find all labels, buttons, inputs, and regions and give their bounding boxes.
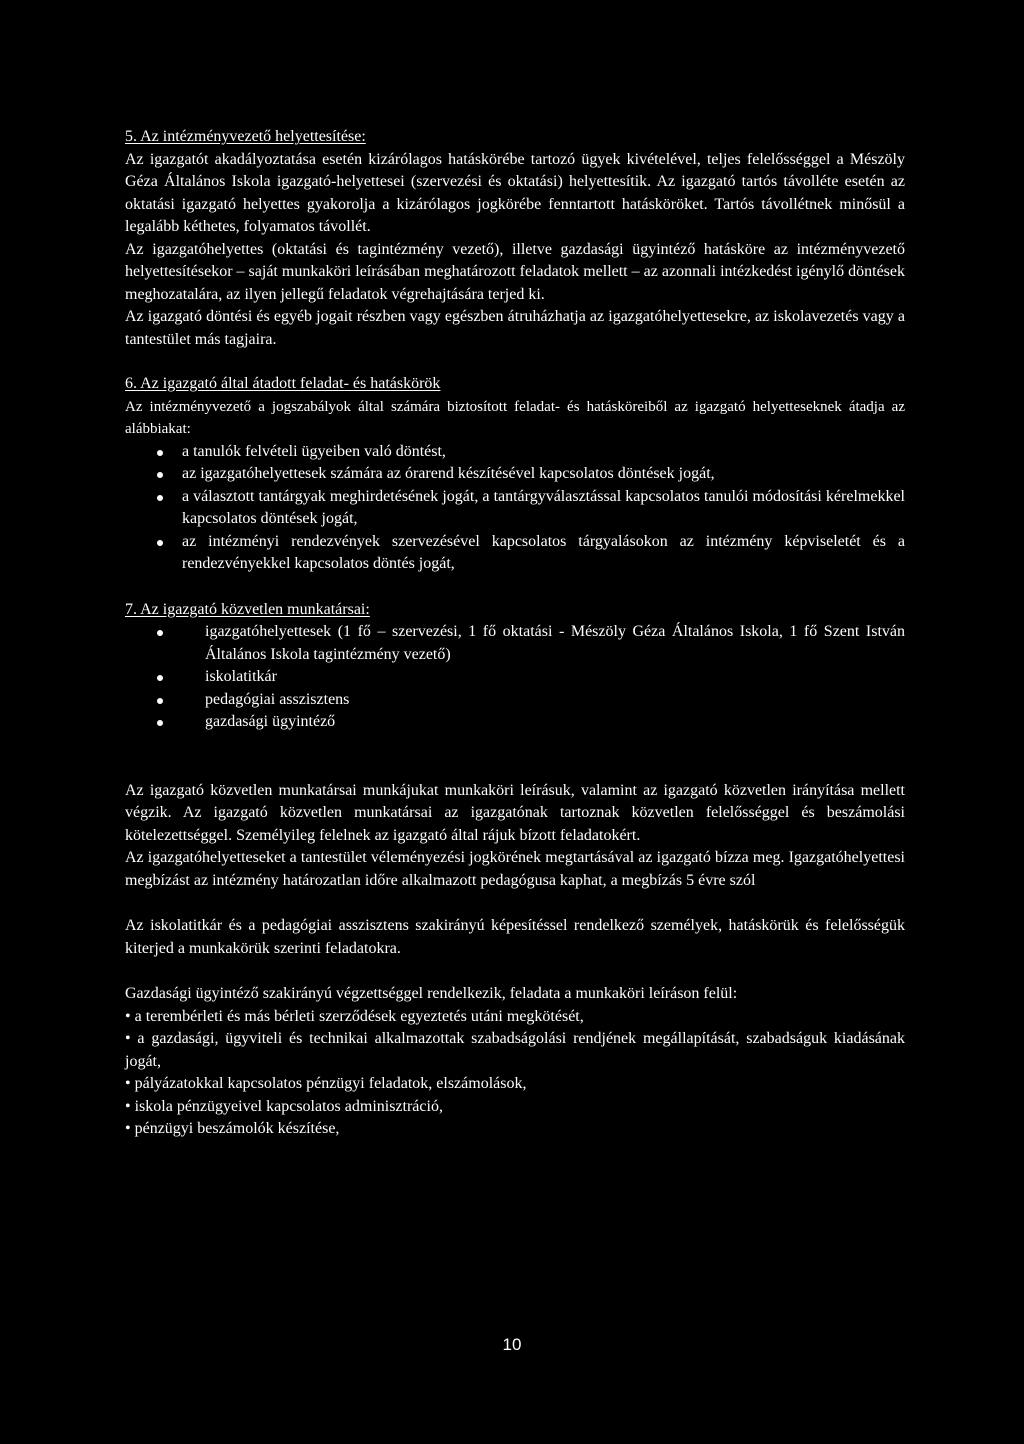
section-6-heading: 6. Az igazgató által átadott feladat- és hatáskörök bbox=[125, 375, 441, 392]
list-item: iskolatitkár bbox=[125, 666, 905, 689]
list-item: a választott tantárgyak meghirdetésének jogát, a tantárgyválasztással kapcsolatos tanulói módosítási kérelmekkel kapcsolatos döntések jogát, bbox=[125, 486, 905, 531]
spacer bbox=[125, 960, 905, 983]
bullet-icon bbox=[157, 720, 163, 726]
section-5-heading: 5. Az intézményvezető helyettesítése: bbox=[125, 128, 366, 145]
list-item: pedagógiai asszisztens bbox=[125, 689, 905, 712]
list-item: • pályázatokkal kapcsolatos pénzügyi feladatok, elszámolások, bbox=[125, 1075, 527, 1092]
section-7-paragraph-1: Az igazgató közvetlen munkatársai munkájukat munkaköri leírásuk, valamint az igazgató közvetlen irányítása mellett végzik. Az igazgató közvetlen munkatársai az igazgatónak tartoznak közvetlen felelősséggel és beszámolási kötelezettséggel. Személyileg felelnek az igazgató által rájuk bízott feladatokért. bbox=[125, 781, 905, 844]
list-item: a tanulók felvételi ügyeiben való döntést, bbox=[125, 441, 905, 464]
section-7-list bbox=[125, 621, 905, 734]
section-5-paragraph-3: Az igazgató döntési és egyéb jogait részben vagy egészben átruházhatja az igazgatóhelyettesekre, az iskolavezetés vagy a tantestület más tagjaira. bbox=[125, 308, 905, 348]
spacer bbox=[125, 734, 905, 757]
list-item: • a gazdasági, ügyviteli és technikai alkalmazottak szabadságolási rendjének megállapítását, szabadságuk kiadásának jogát, bbox=[125, 1030, 905, 1070]
spacer bbox=[125, 351, 905, 373]
section-6-intro: Az intézményvezető a jogszabályok által számára biztosított feladat- és hatásköreiből az igazgató helyetteseknek átadja az alábbiakat: bbox=[125, 398, 905, 437]
section-7-paragraph-3: Az iskolatitkár és a pedagógiai asszisztens szakirányú képesítéssel rendelkező személyek, hatáskörük és felelősségük kiterjed a munkakörük szerinti feladatokra. bbox=[125, 917, 905, 957]
section-7-paragraph-2: Az igazgatóhelyetteseket a tantestület véleményezési jogkörének megtartásával az igazgató bízza meg. Igazgatóhelyettesi megbízást az intézmény határozatlan időre alkalmazott pedagógusa kaphat, a megbízás 5 évre szól bbox=[125, 849, 905, 889]
document-page bbox=[125, 126, 905, 1141]
section-5-paragraph-1: Az igazgatót akadályoztatása esetén kizárólagos hatáskörébe tartozó ügyek kivételével, teljes felelősséggel a Mészöly Géza Általános Iskola igazgató-helyettesei (szervezési és oktatási) helyettesítik. Az igazgató tartós távolléte esetén az oktatási igazgató helyettes gyakorolja a kizárólagos jogkörébe fenntartott hatásköröket. Tartós távollétnek minősül a legalább kéthetes, folyamatos távollét. bbox=[125, 150, 905, 235]
spacer bbox=[125, 892, 905, 915]
list-item: • pénzügyi beszámolók készítése, bbox=[125, 1120, 340, 1137]
list-item: igazgatóhelyettesek (1 fő – szervezési, 1 fő oktatási - Mészöly Géza Általános Iskola, 1 fő Szent István Általános Iskola tagintézmény vezető) bbox=[125, 621, 905, 666]
list-item: az igazgatóhelyettesek számára az órarend készítésével kapcsolatos döntések jogát, bbox=[125, 463, 905, 486]
list-item: az intézményi rendezvények szervezésével kapcsolatos tárgyalásokon az intézmény képviseletét és a rendezvényekkel kapcsolatos döntés jogát, bbox=[125, 531, 905, 576]
page-number: 10 bbox=[502, 1335, 522, 1354]
section-7-paragraph-4: Gazdasági ügyintéző szakirányú végzettséggel rendelkezik, feladata a munkaköri leíráson felül: bbox=[125, 985, 738, 1002]
bullet-icon bbox=[157, 472, 163, 478]
section-5-paragraph-2: Az igazgatóhelyettes (oktatási és tagintézmény vezető), illetve gazdasági ügyintéző hatásköre az intézményvezető helyettesítésekor – saját munkaköri leírásában meghatározott feladatok mellett – az azonnali intézkedést igénylő döntések meghozatalára, az ilyen jellegű feladatok végrehajtására terjed ki. bbox=[125, 240, 905, 303]
list-item: gazdasági ügyintéző bbox=[125, 711, 905, 734]
bullet-icon bbox=[157, 698, 163, 704]
bullet-icon bbox=[157, 495, 163, 501]
bullet-icon bbox=[157, 675, 163, 681]
duties-list bbox=[125, 1006, 905, 1141]
bullet-icon bbox=[157, 540, 163, 546]
section-6-list bbox=[125, 441, 905, 576]
section-7-heading: 7. Az igazgató közvetlen munkatársai: bbox=[125, 600, 370, 618]
spacer bbox=[125, 757, 905, 780]
bullet-icon bbox=[157, 630, 163, 636]
bullet-icon bbox=[157, 450, 163, 456]
list-item: • iskola pénzügyeivel kapcsolatos adminisztráció, bbox=[125, 1097, 443, 1115]
list-item: • a terembérleti és más bérleti szerződések egyeztetés utáni megkötését, bbox=[125, 1007, 584, 1025]
spacer bbox=[125, 576, 905, 599]
